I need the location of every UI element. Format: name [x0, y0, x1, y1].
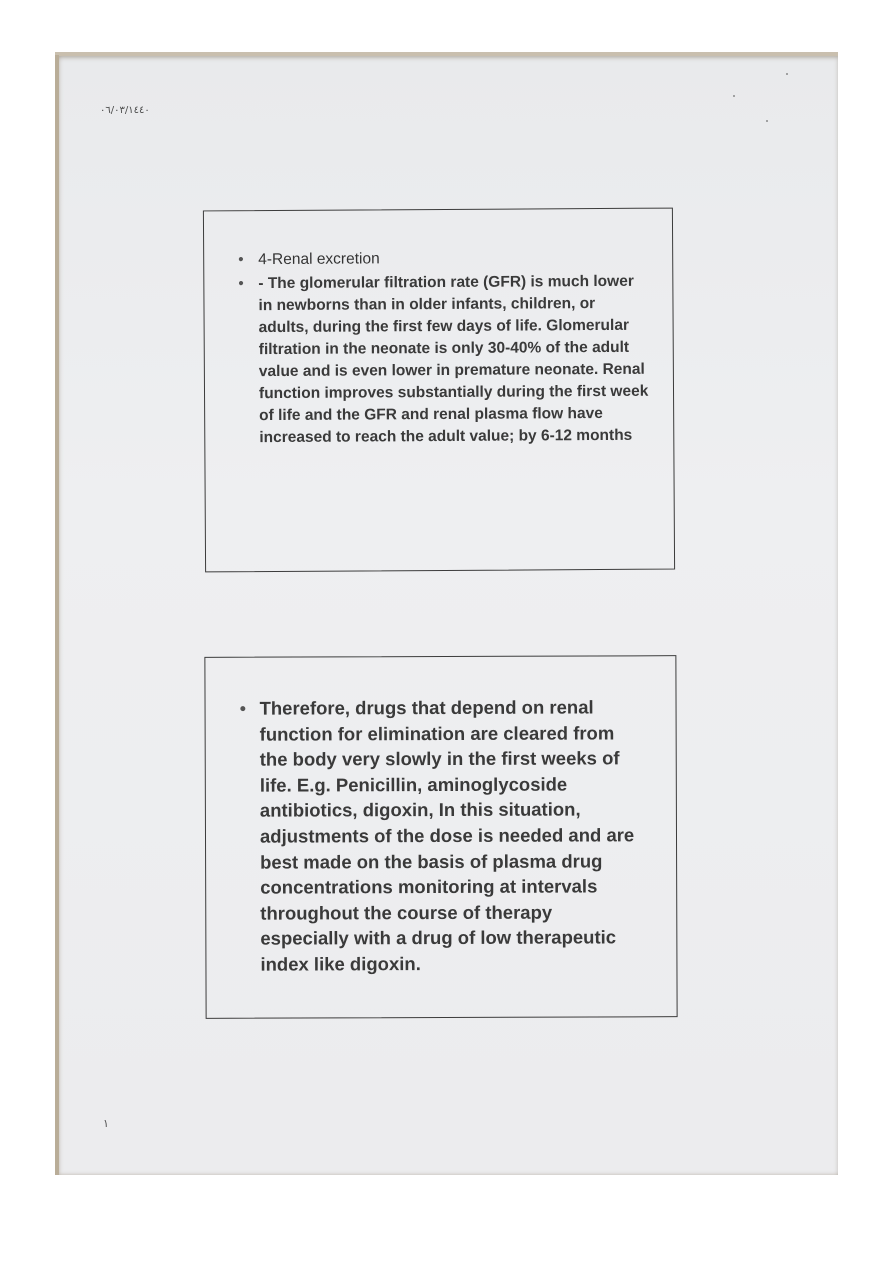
page-mark: ١ — [103, 1117, 109, 1130]
speck — [766, 120, 768, 122]
list-item-text: - The glomerular filtration rate (GFR) is much lower in newborns than in older infants, children, or adults, during the first few days of life. Glomerular filtration in the neonate is only 30-40% of the adult value and is even lower in premature neonate. Renal function improves substantially during the first week of life and the GFR and renal plasma flow have increased to reach the adult value; by 6-12 months — [258, 272, 649, 447]
list-item — [240, 694, 641, 977]
slide-box-drug-clearance — [204, 655, 677, 1019]
bullet-list — [240, 694, 641, 977]
paper-edge-top — [55, 52, 838, 56]
list-item-text: 4-Renal excretion — [258, 250, 380, 269]
list-item — [238, 247, 648, 272]
bullet-list — [238, 247, 649, 452]
speck — [733, 95, 735, 97]
slide-box-renal-excretion — [203, 208, 675, 573]
bullet-icon: • — [238, 251, 244, 269]
list-item-text: Therefore, drugs that depend on renal function for elimination are cleared from the body very slowly in the first weeks of life. E.g. Penicillin, aminoglycoside antibiotics, digoxin, In this situation, adjustments of the dose is needed and are best made on the basis of plasma drug concentrations monitoring at intervals throughout the course of therapy especially with a drug of low therapeutic index like digoxin. — [259, 696, 635, 975]
list-item — [238, 271, 649, 450]
bullet-icon: • — [239, 697, 247, 719]
speck — [786, 73, 788, 75]
bullet-icon: • — [238, 275, 244, 293]
date-stamp: ٠٦/٠٣/١٤٤٠ — [100, 105, 150, 116]
paper-edge-left — [55, 55, 59, 1175]
